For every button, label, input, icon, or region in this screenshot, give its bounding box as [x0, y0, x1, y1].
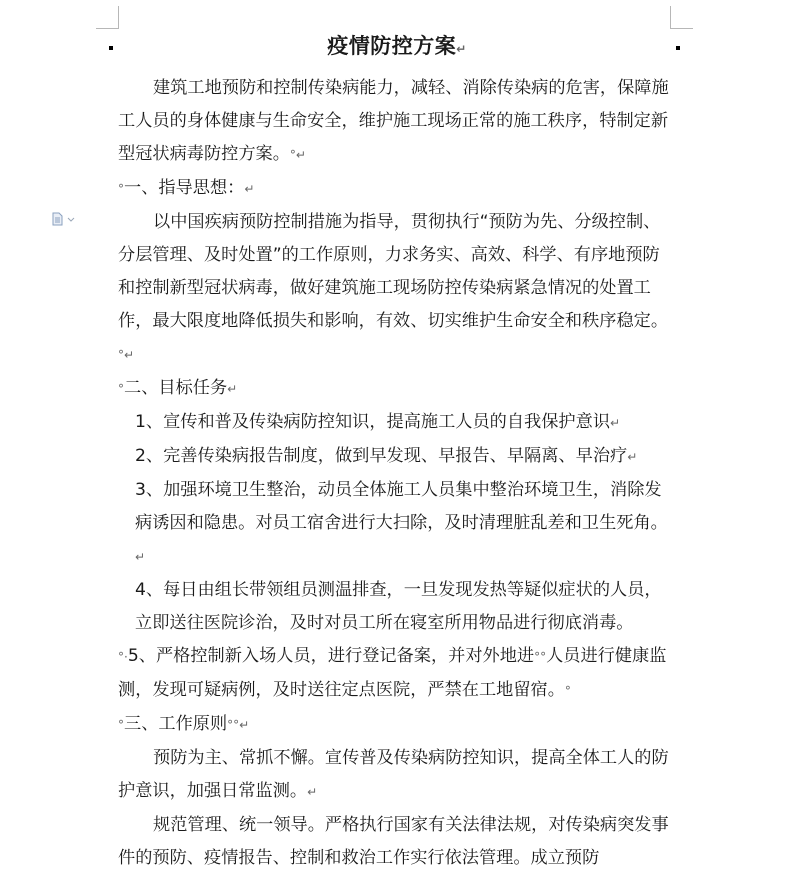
task-item-1[interactable]: 1、宣传和普及传染病防控知识，提高施工人员的自我保护意识↵: [135, 412, 621, 432]
document-body[interactable]: [118, 72, 672, 875]
document-icon[interactable]: [50, 211, 76, 225]
heading-objectives[interactable]: °二、目标任务↵: [118, 378, 238, 398]
paragraph-intro[interactable]: 建筑工地预防和控制传染病能力，减轻、消除传染病的危害，保障施工人员的身体健康与生命安全，维护施工现场正常的施工秩序，特制定新型冠状病毒防控方案。°↵: [118, 78, 669, 164]
crop-mark-top-left: [96, 6, 119, 29]
task-item-2[interactable]: 2、完善传染病报告制度，做到早发现、早报告、早隔离、早治疗↵: [135, 446, 638, 466]
heading-guiding-ideology[interactable]: °一、指导思想：↵: [118, 178, 255, 198]
list-bullet-right: [676, 46, 680, 50]
task-item-3[interactable]: 3、加强环境卫生整治，动员全体施工人员集中整治环境卫生，消除发病诱因和隐患。对员工宿舍进行大扫除，及时清理脏乱差和卫生死角。↵: [135, 480, 668, 564]
page-title[interactable]: 疫情防控方案↵: [327, 34, 467, 58]
paragraph-principle-2[interactable]: 规范管理、统一领导。严格执行国家有关法律法规，对传染病突发事件的预防、疫情报告、控制和救治工作实行依法管理。成立预防: [118, 815, 669, 868]
task-item-5[interactable]: °·5、严格控制新入场人员，进行登记备案，并对外地进°°人员进行健康监测，发现可疑病例，及时送往定点医院，严禁在工地留宿。°: [118, 646, 667, 700]
heading-principles[interactable]: °三、工作原则°°↵: [118, 714, 250, 734]
paragraph-guiding[interactable]: 以中国疾病预防控制措施为指导，贯彻执行“预防为先、分级控制、分层管理、及时处置”的工作原则，力求务实、高效、科学、有序地预防和控制新型冠状病毒，做好建筑施工现场防控传染病紧急情况的处置工作，最大限度地降低损失和影响，有效、切实维护生命安全和秩序稳定。°↵: [118, 212, 669, 362]
crop-mark-top-right: [670, 6, 693, 29]
list-bullet-left: [109, 46, 113, 50]
paragraph-principle-1[interactable]: 预防为主、常抓不懈。宣传普及传染病防控知识，提高全体工人的防护意识，加强日常监测。↵: [118, 748, 669, 801]
task-item-4[interactable]: 4、每日由组长带领组员测温排查，一旦发现发热等疑似症状的人员，立即送往医院诊治，及时对员工所在寝室所用物品进行彻底消毒。: [135, 580, 662, 633]
